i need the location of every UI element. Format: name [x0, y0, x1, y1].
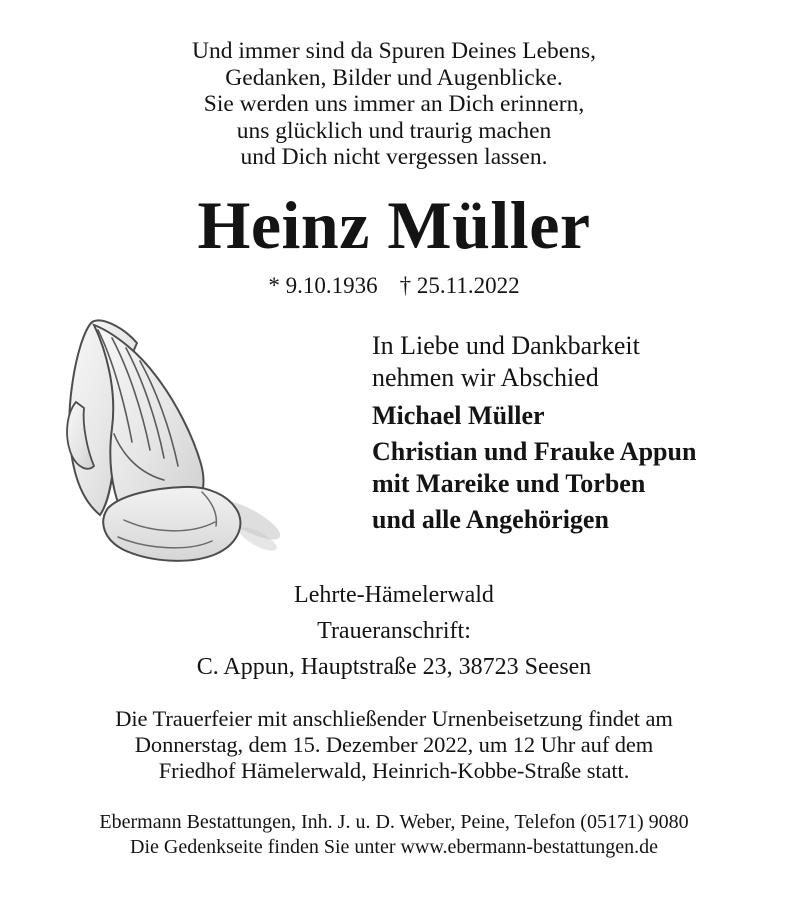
- life-dates: [0, 272, 788, 300]
- mourner-name: Michael Müller: [372, 401, 545, 430]
- funeral-details-line: Die Trauerfeier mit anschließender Urnenbeisetzung findet am: [115, 706, 673, 731]
- memorial-site-line: [0, 835, 788, 860]
- funeral-details-line: Donnerstag, dem 15. Dezember 2022, um 12 Uhr auf dem: [134, 732, 654, 757]
- mourner-name: mit Mareike und Torben: [372, 469, 646, 498]
- farewell-text: [372, 330, 696, 536]
- praying-hands-image: [52, 316, 290, 574]
- mourning-address-label: Traueranschrift:: [317, 618, 471, 644]
- birth-date: * 9.10.1936: [268, 273, 378, 298]
- place-name: Lehrte-Hämelerwald: [294, 582, 494, 608]
- praying-hands-icon: [52, 316, 290, 574]
- funeral-home-info: [0, 810, 788, 860]
- farewell-line: nehmen wir Abschied: [372, 363, 599, 392]
- death-date: † 25.11.2022: [399, 273, 520, 298]
- verse-line: uns glücklich und traurig machen: [236, 117, 552, 144]
- funeral-home-line: Ebermann Bestattungen, Inh. J. u. D. Weber, Peine, Telefon (05171) 9080: [99, 811, 689, 833]
- mourning-address: C. Appun, Hauptstraße 23, 38723 Seesen: [196, 654, 592, 680]
- verse-line: Und immer sind da Spuren Deines Lebens,: [192, 38, 596, 64]
- contact-block: [0, 577, 788, 685]
- mourner-name: Christian und Frauke Appun: [372, 437, 697, 466]
- farewell-line: In Liebe und Dankbarkeit: [372, 331, 640, 360]
- verse-line: Gedanken, Bilder und Augenblicke.: [225, 64, 563, 91]
- funeral-details-line: Friedhof Hämelerwald, Heinrich-Kobbe-Straße statt.: [158, 758, 630, 783]
- funeral-details: [0, 706, 788, 784]
- deceased-name: Heinz Müller: [197, 187, 591, 263]
- memorial-site-text: Die Gedenkseite finden Sie unter: [130, 836, 401, 858]
- memorial-verse: [0, 38, 788, 171]
- mourner-name: und alle Angehörigen: [372, 505, 609, 534]
- verse-line: Sie werden uns immer an Dich erinnern,: [203, 91, 585, 117]
- memorial-website-url: www.ebermann-bestattungen.de: [400, 836, 658, 858]
- verse-line: und Dich nicht vergessen lassen.: [240, 144, 548, 170]
